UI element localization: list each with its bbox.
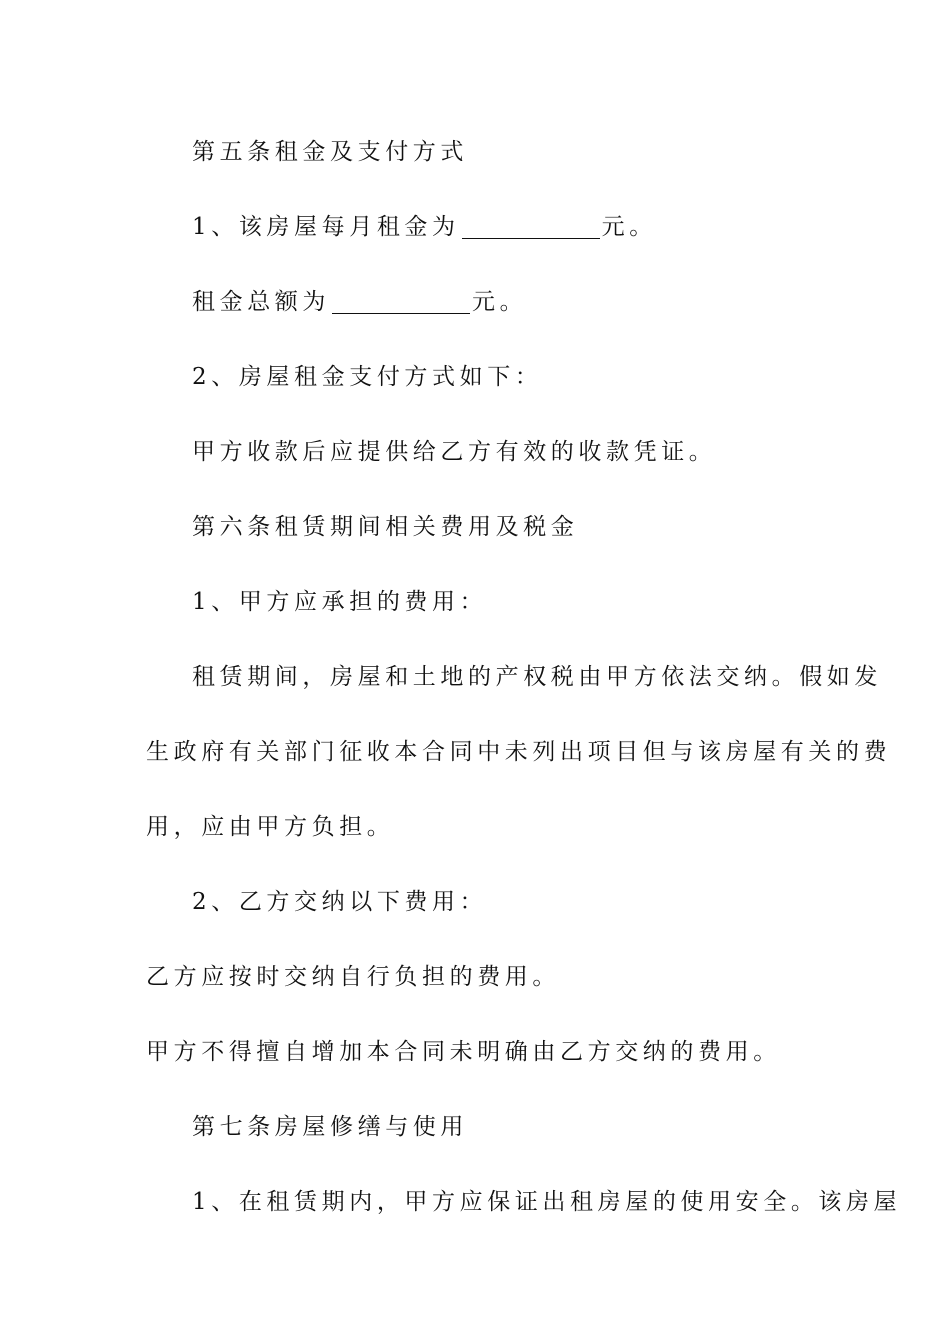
property-tax-line-1: 租赁期间，房屋和土地的产权税由甲方依法交纳。假如发 (192, 664, 882, 690)
party-b-fees-line: 2、乙方交纳以下费用： (192, 889, 488, 915)
payment-method-line: 2、房屋租金支付方式如下： (192, 364, 543, 390)
safety-line: 1、在租赁期内，甲方应保证出租房屋的使用安全。该房屋 (192, 1189, 902, 1215)
receipt-line: 甲方收款后应提供给乙方有效的收款凭证。 (192, 439, 717, 465)
party-a-fees-line: 1、甲方应承担的费用： (192, 589, 488, 615)
article-6-heading: 第六条租赁期间相关费用及税金 (192, 514, 579, 540)
total-rent-line (192, 282, 527, 322)
no-extra-fees-line: 甲方不得擅自增加本合同未明确由乙方交纳的费用。 (146, 1039, 781, 1065)
monthly-rent-label: 1、该房屋每月租金为 (192, 214, 460, 240)
property-tax-line-3: 用，应由甲方负担。 (146, 814, 395, 840)
article-5-heading: 第五条租金及支付方式 (192, 139, 468, 165)
party-b-pay-line: 乙方应按时交纳自行负担的费用。 (146, 964, 560, 990)
total-rent-unit: 元。 (472, 289, 528, 315)
monthly-rent-line (192, 207, 657, 247)
article-7-heading: 第七条房屋修缮与使用 (192, 1114, 468, 1140)
total-rent-blank (332, 289, 470, 314)
monthly-rent-unit: 元。 (601, 214, 657, 240)
monthly-rent-blank (462, 214, 600, 239)
property-tax-line-2: 生政府有关部门征收本合同中未列出项目但与该房屋有关的费 (146, 739, 892, 765)
total-rent-label: 租金总额为 (192, 289, 330, 315)
